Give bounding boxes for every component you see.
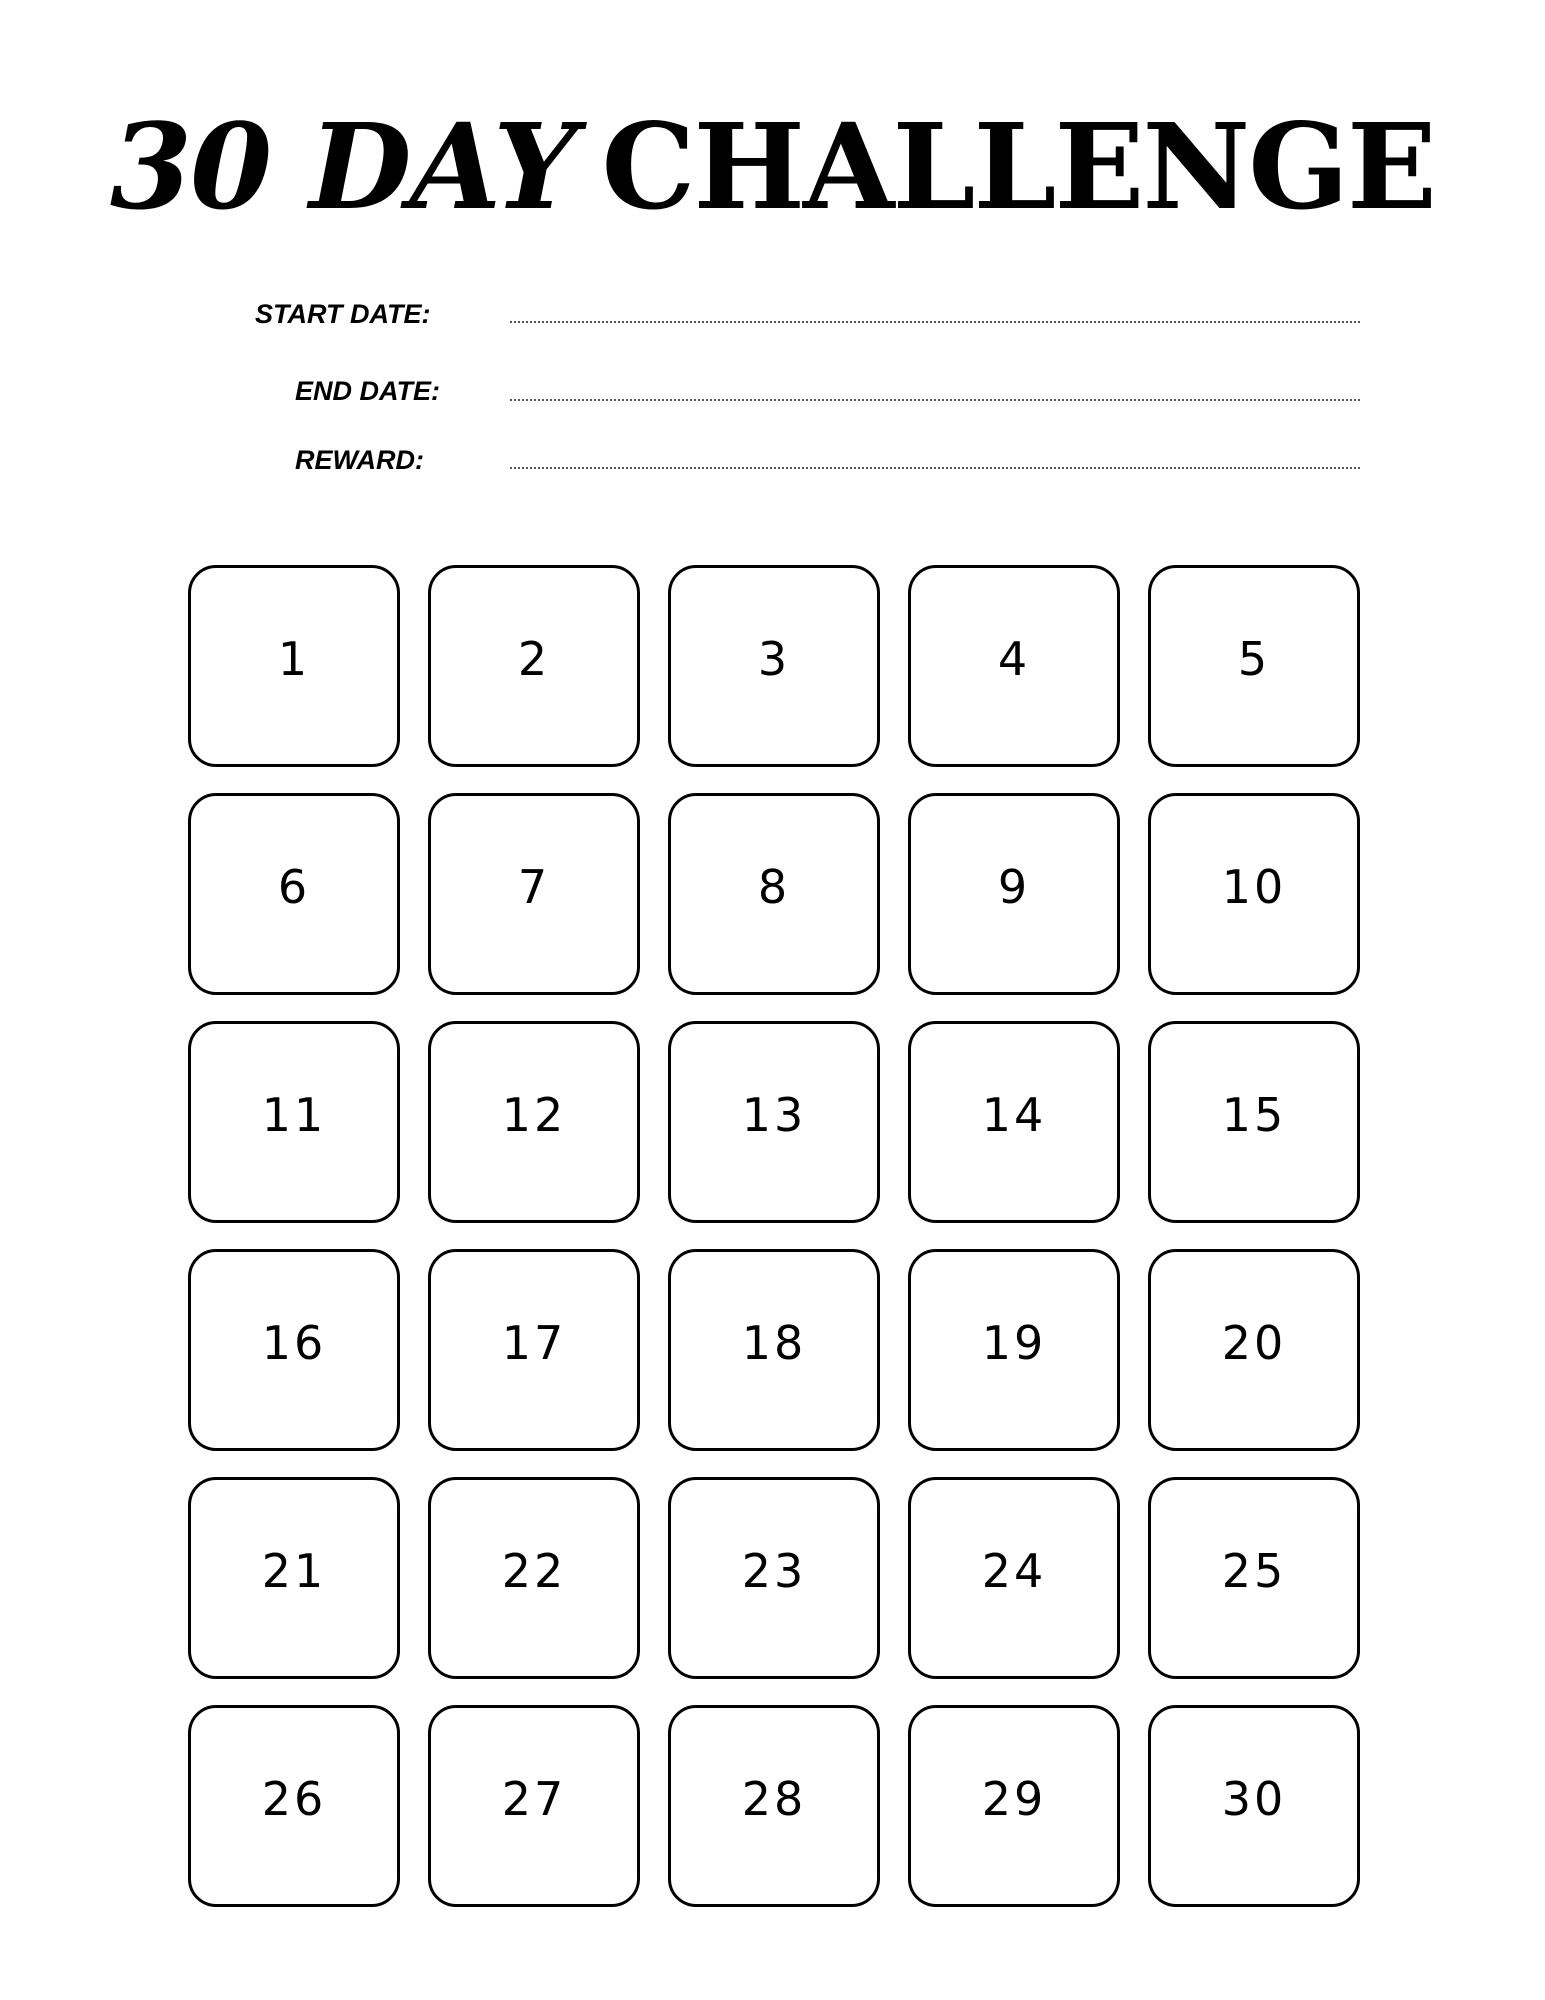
reward-label: REWARD:: [295, 445, 424, 475]
day-number: 12: [501, 1088, 567, 1142]
day-box[interactable]: [188, 1249, 400, 1451]
day-number: 10: [1221, 860, 1287, 914]
day-box[interactable]: [1148, 565, 1360, 767]
day-box[interactable]: [668, 1021, 880, 1223]
day-number: 5: [1237, 632, 1271, 686]
day-number: 15: [1221, 1088, 1287, 1142]
day-box[interactable]: [428, 1021, 640, 1223]
day-number: 23: [741, 1544, 807, 1598]
day-number: 22: [501, 1544, 567, 1598]
day-box[interactable]: [668, 1705, 880, 1907]
day-box[interactable]: [188, 1705, 400, 1907]
day-number: 9: [997, 860, 1031, 914]
day-box[interactable]: [908, 565, 1120, 767]
day-number: 26: [261, 1772, 327, 1826]
day-box[interactable]: [668, 1477, 880, 1679]
day-box[interactable]: [908, 793, 1120, 995]
day-box[interactable]: [428, 565, 640, 767]
day-number: 11: [261, 1088, 327, 1142]
day-number: 28: [741, 1772, 807, 1826]
day-box[interactable]: [428, 1705, 640, 1907]
end-date-field[interactable]: [510, 399, 1360, 401]
day-box[interactable]: [1148, 793, 1360, 995]
day-box[interactable]: [188, 1021, 400, 1223]
day-box[interactable]: [1148, 1477, 1360, 1679]
day-number: 4: [997, 632, 1031, 686]
day-number: 14: [981, 1088, 1047, 1142]
day-number: 19: [981, 1316, 1047, 1370]
day-number: 16: [261, 1316, 327, 1370]
day-box[interactable]: [428, 1249, 640, 1451]
day-box[interactable]: [668, 1249, 880, 1451]
day-box[interactable]: [188, 1477, 400, 1679]
day-number: 3: [757, 632, 791, 686]
day-box[interactable]: [188, 793, 400, 995]
start-date-label: START DATE:: [255, 299, 431, 329]
day-number: 25: [1221, 1544, 1287, 1598]
day-number: 6: [277, 860, 311, 914]
day-box[interactable]: [908, 1249, 1120, 1451]
day-box[interactable]: [668, 565, 880, 767]
day-number: 30: [1221, 1772, 1287, 1826]
day-box[interactable]: [908, 1021, 1120, 1223]
day-box[interactable]: [908, 1477, 1120, 1679]
day-number: 1: [277, 632, 311, 686]
day-number: 8: [757, 860, 791, 914]
day-box[interactable]: [1148, 1705, 1360, 1907]
reward-field[interactable]: [510, 467, 1360, 469]
day-box[interactable]: [908, 1705, 1120, 1907]
title-italic-part: 30 DAY: [110, 97, 576, 236]
day-grid: [188, 565, 1360, 1907]
day-box[interactable]: [428, 1477, 640, 1679]
day-number: 29: [981, 1772, 1047, 1826]
day-box[interactable]: [188, 565, 400, 767]
title-main-part: CHALLENGE: [601, 97, 1435, 236]
end-date-label: END DATE:: [295, 376, 440, 406]
day-box[interactable]: [428, 793, 640, 995]
page-title: [0, 97, 1545, 236]
day-number: 21: [261, 1544, 327, 1598]
day-number: 18: [741, 1316, 807, 1370]
day-number: 13: [741, 1088, 807, 1142]
day-number: 2: [517, 632, 551, 686]
day-box[interactable]: [668, 793, 880, 995]
day-number: 20: [1221, 1316, 1287, 1370]
start-date-field[interactable]: [510, 321, 1360, 323]
day-number: 27: [501, 1772, 567, 1826]
day-number: 24: [981, 1544, 1047, 1598]
day-number: 17: [501, 1316, 567, 1370]
day-box[interactable]: [1148, 1249, 1360, 1451]
day-number: 7: [517, 860, 551, 914]
day-box[interactable]: [1148, 1021, 1360, 1223]
